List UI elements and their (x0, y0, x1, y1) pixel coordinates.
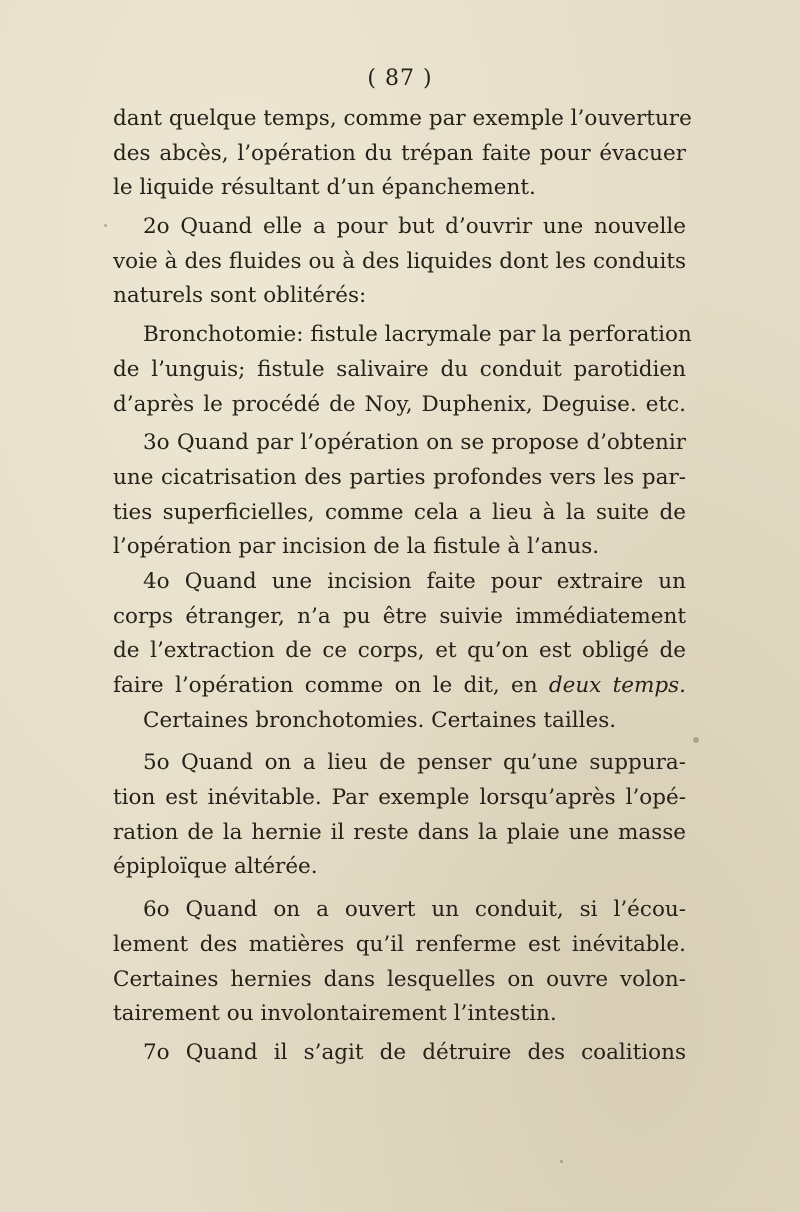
text-line: 3o Quand par l’opération on se propose d’obtenir (143, 430, 686, 456)
paper-speck (560, 1160, 563, 1163)
text-line: voie à des fluides ou à des liquides dont les conduits (113, 248, 686, 274)
text-line: une cicatrisation des parties profondes vers les par- (113, 464, 686, 490)
text-line: 7o Quand il s’agit de détruire des coalitions (143, 1039, 686, 1065)
text-line: des abcès, l’opération du trépan faite pour évacuer (113, 140, 686, 166)
text-line: lement des matières qu’il renferme est inévitable. (113, 931, 686, 957)
text-line: dant quelque temps, comme par exemple l’ouverture (113, 106, 692, 131)
body-text (113, 102, 692, 1071)
text-line: 5o Quand on a lieu de penser qu’une suppura- (143, 750, 686, 776)
text-line: ration de la hernie il reste dans la plaie une masse (113, 819, 686, 845)
paper-speck (104, 224, 107, 227)
text-line: 4o Quand une incision faite pour extraire un (143, 568, 686, 594)
text-line: ties superficielles, comme cela a lieu à la suite de (113, 499, 686, 525)
text-line: de l’unguis; fistule salivaire du conduit parotidien (113, 356, 686, 382)
paper-speck (693, 737, 699, 743)
text-line: le liquide résultant d’un épanchement. (113, 175, 536, 201)
text-line: faire l’opération comme on le dit, en deux temps. (113, 673, 686, 698)
text-line: d’après le procédé de Noy, Duphenix, Deguise. etc. (113, 391, 686, 417)
page-number: ( 87 ) (367, 66, 433, 91)
italic-phrase: deux temps. (548, 673, 686, 698)
text-line: tion est inévitable. Par exemple lorsqu’après l’opé- (113, 785, 686, 811)
text-line: de l’extraction de ce corps, et qu’on est obligé de (113, 638, 686, 664)
text-line: Certaines hernies dans lesquelles on ouvre volon- (113, 966, 686, 992)
text-line: tairement ou involontairement l’intestin. (113, 1001, 557, 1027)
text-line: 6o Quand on a ouvert un conduit, si l’écou- (143, 897, 686, 923)
text-line: corps étranger, n’a pu être suivie immédiatement (113, 603, 686, 629)
text-line: 2o Quand elle a pour but d’ouvrir une nouvelle (143, 214, 686, 240)
text-line: naturels sont oblitérés: (113, 283, 367, 309)
text-line: Bronchotomie: fistule lacrymale par la perforation (143, 322, 692, 348)
text-line: épiploïque altérée. (113, 854, 318, 880)
text-line: l’opération par incision de la fistule à l’anus. (113, 534, 600, 560)
text-line: Certaines bronchotomies. Certaines tailles. (143, 707, 617, 733)
